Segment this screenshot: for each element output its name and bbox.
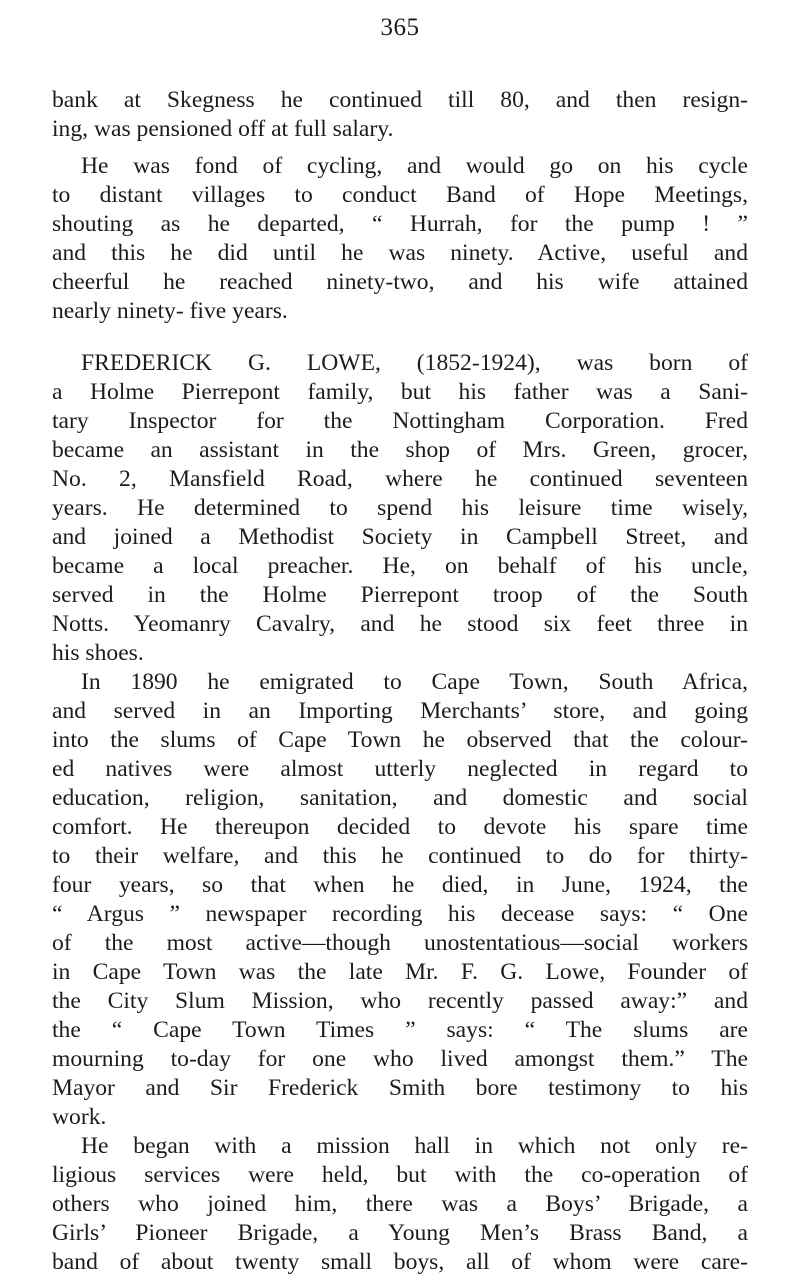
text-line: mourning to-day for one who lived amongst them.” The [52,1046,748,1072]
text-line: served in the Holme Pierrepont troop of the South [52,582,748,608]
text-line: ing, was pensioned off at full salary. [52,116,394,142]
page-number: 365 [380,14,420,41]
text-line: In 1890 he emigrated to Cape Town, South Africa, [81,669,748,695]
text-line: to distant villages to conduct Band of Hope Meetings, [52,182,748,208]
text-line: in Cape Town was the late Mr. F. G. Lowe, Founder of [52,959,748,985]
text-line: years. He determined to spend his leisure time wisely, [52,495,748,521]
text-line: He began with a mission hall in which not only re- [81,1133,748,1159]
text-line: became an assistant in the shop of Mrs. Green, grocer, [52,437,748,463]
text-line: Notts. Yeomanry Cavalry, and he stood six feet three in [52,611,748,637]
text-line: and served in an Importing Merchants’ store, and going [52,698,748,724]
text-line: the “ Cape Town Times ” says: “ The slums are [52,1017,748,1043]
text-line: and joined a Methodist Society in Campbell Street, and [52,524,748,550]
text-line: his shoes. [52,640,144,666]
text-line: work. [52,1104,107,1130]
text-line: ed natives were almost utterly neglected in regard to [52,756,748,782]
text-line: others who joined him, there was a Boys’ Brigade, a [52,1191,748,1217]
text-line: shouting as he departed, “ Hurrah, for the pump ! ” [52,211,748,237]
text-line: cheerful he reached ninety-two, and his wife attained [52,269,748,295]
text-line: education, religion, sanitation, and domestic and social [52,785,748,811]
text-line: became a local preacher. He, on behalf of his uncle, [52,553,748,579]
text-line: No. 2, Mansfield Road, where he continued seventeen [52,466,748,492]
text-line: four years, so that when he died, in June, 1924, the [52,872,748,898]
text-line: the City Slum Mission, who recently passed away:” and [52,988,748,1014]
text-line: “ Argus ” newspaper recording his decease says: “ One [52,901,748,927]
text-line: ligious services were held, but with the co-operation of [52,1162,748,1188]
text-line: He was fond of cycling, and would go on his cycle [81,153,748,179]
text-line: comfort. He thereupon decided to devote his spare time [52,814,748,840]
text-line: bank at Skegness he continued till 80, and then resign- [52,87,748,113]
text-line: into the slums of Cape Town he observed that the colour- [52,727,748,753]
text-line: and this he did until he was ninety. Active, useful and [52,240,748,266]
text-line: band of about twenty small boys, all of whom were care- [52,1249,748,1275]
text-line: a Holme Pierrepont family, but his father was a Sani- [52,379,748,405]
text-line: Mayor and Sir Frederick Smith bore testimony to his [52,1075,748,1101]
text-line: Girls’ Pioneer Brigade, a Young Men’s Brass Band, a [52,1220,748,1246]
text-line: tary Inspector for the Nottingham Corporation. Fred [52,408,748,434]
text-line: to their welfare, and this he continued to do for thirty- [52,843,748,869]
text-line: FREDERICK G. LOWE, (1852-1924), was born of [81,350,748,376]
text-line: of the most active—though unostentatious—social workers [52,930,748,956]
text-line: nearly ninety- five years. [52,298,288,324]
